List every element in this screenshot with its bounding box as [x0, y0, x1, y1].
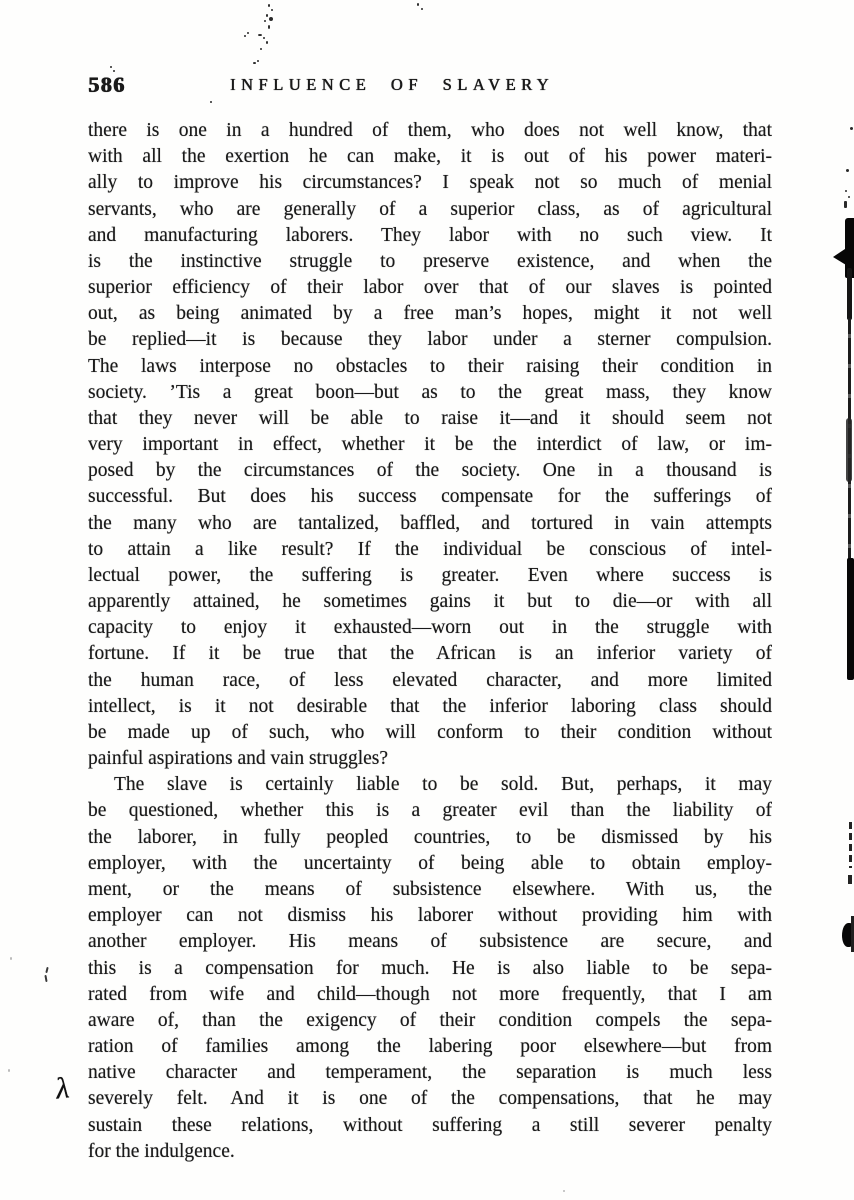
- text-line: is the instinctive struggle to preserve existence, and when the: [88, 250, 772, 272]
- paragraph: [88, 772, 772, 1165]
- text-line: successful. But does his success compensate for the sufferings of: [88, 486, 772, 508]
- ink-speck: [421, 8, 423, 10]
- ink-speck: [113, 70, 115, 72]
- ink-streak: [847, 558, 854, 680]
- ink-speck: [210, 101, 212, 103]
- text-line: The slave is certainly liable to be sold. But, perhaps, it may: [114, 774, 772, 796]
- page-body: [88, 118, 772, 1165]
- running-title: INFLUENCE OF SLAVERY: [230, 75, 555, 94]
- text-line: severely felt. And it is one of the compensations, that he may: [88, 1088, 772, 1110]
- ink-speck: [247, 32, 249, 34]
- ink-speck: [257, 60, 259, 62]
- text-line: ration of families among the labering poor elsewhere—but from: [88, 1036, 772, 1058]
- ink-speck: [260, 48, 262, 50]
- text-line: lectual power, the suffering is greater. Even where success is: [88, 564, 772, 586]
- text-line: fortune. If it be true that the African is an inferior variety of: [88, 643, 772, 665]
- text-line: to attain a like result? If the individual be conscious of intel-: [88, 538, 772, 560]
- ink-speck: [848, 196, 850, 198]
- text-line: painful aspirations and vain struggles?: [88, 748, 389, 770]
- ink-speck: [258, 34, 262, 36]
- text-line: society. ’Tis a great boon—but as to the great mass, they know: [88, 381, 772, 403]
- text-line: very important in effect, whether it be the interdict of law, or im-: [88, 434, 772, 456]
- text-line: apparently attained, he sometimes gains it but to die—or with all: [88, 591, 772, 613]
- ink-speck: [244, 35, 246, 37]
- text-line: sustain these relations, without suffering a still severer penalty: [88, 1114, 772, 1136]
- ink-speck: [844, 201, 847, 208]
- text-line: intellect, is it not desirable that the inferior laboring class should: [88, 695, 772, 717]
- ink-speck: [266, 41, 268, 44]
- text-line: servants, who are generally of a superior class, as of agricultural: [88, 198, 772, 220]
- ink-dash: [848, 875, 852, 884]
- ink-speck: [850, 127, 853, 130]
- text-line: superior efficiency of their labor over that of our slaves is pointed: [88, 277, 772, 299]
- ink-speck: [271, 9, 273, 11]
- paragraph: [88, 118, 772, 772]
- text-line: capacity to enjoy it exhausted—worn out in the struggle with: [88, 617, 772, 639]
- page-header: [88, 72, 772, 100]
- ink-speck: [846, 169, 849, 172]
- ink-streak: [849, 822, 852, 868]
- page-number: 586: [88, 72, 126, 97]
- text-line: The laws interpose no obstacles to their raising their condition in: [88, 355, 772, 377]
- text-line: that they never will be able to raise it—and it should seem not: [88, 407, 772, 429]
- text-line: be questioned, whether this is a greater evil than the liability of: [88, 800, 772, 822]
- ink-speck: [10, 957, 12, 960]
- ink-speck: [253, 62, 256, 64]
- ink-blob: [833, 245, 851, 268]
- ink-speck: [269, 17, 273, 21]
- handwritten-margin-mark: λ: [54, 1071, 71, 1106]
- ink-speck: [563, 1190, 565, 1192]
- text-line: be replied—it is because they labor under a sterner compulsion.: [88, 329, 772, 351]
- ink-speck: [110, 66, 112, 68]
- ink-speck: [263, 37, 265, 39]
- text-line: the many who are tantalized, baffled, and tortured in vain attempts: [88, 512, 772, 534]
- text-line: employer can not dismiss his laborer without providing him with: [88, 905, 772, 927]
- text-line: ally to improve his circumstances? I speak not so much of menial: [88, 172, 772, 194]
- ink-streak: [847, 268, 852, 320]
- text-line: with all the exertion he can make, it is out of his power materi-: [88, 146, 772, 168]
- text-line: out, as being animated by a free man’s hopes, might it not well: [88, 303, 772, 325]
- ink-speck: [268, 4, 270, 7]
- margin-tick: [45, 967, 48, 973]
- text-line: there is one in a hundred of them, who does not well know, that: [88, 120, 772, 141]
- ink-streak: [846, 418, 852, 482]
- text-line: another employer. His means of subsistence are secure, and: [88, 931, 772, 953]
- text-line: rated from wife and child—though not more frequently, that I am: [88, 983, 772, 1005]
- ink-speck: [264, 20, 266, 22]
- text-line: the human race, of less elevated character, and more limited: [88, 669, 772, 691]
- text-line: employer, with the uncertainty of being able to obtain employ-: [88, 852, 772, 874]
- ink-speck: [8, 1069, 10, 1072]
- text-line: be made up of such, who will conform to their condition without: [88, 721, 772, 743]
- text-line: aware of, than the exigency of their condition compels the sepa-: [88, 1009, 772, 1031]
- ink-speck: [266, 14, 268, 17]
- text-line: ment, or the means of subsistence elsewhere. With us, the: [88, 878, 772, 900]
- text-line: native character and temperament, the separation is much less: [88, 1062, 772, 1084]
- ink-speck: [845, 190, 847, 192]
- text-line: the laborer, in fully peopled countries, to be dismissed by his: [88, 826, 772, 848]
- margin-tick: [44, 975, 47, 982]
- text-line: this is a compensation for much. He is also liable to be sepa-: [88, 957, 772, 979]
- text-line: posed by the circumstances of the society. One in a thousand is: [88, 460, 772, 482]
- text-line: and manufacturing laborers. They labor with no such view. It: [88, 224, 772, 246]
- ink-speck: [417, 3, 419, 6]
- text-line: for the indulgence.: [88, 1140, 235, 1162]
- ink-speck: [268, 25, 270, 29]
